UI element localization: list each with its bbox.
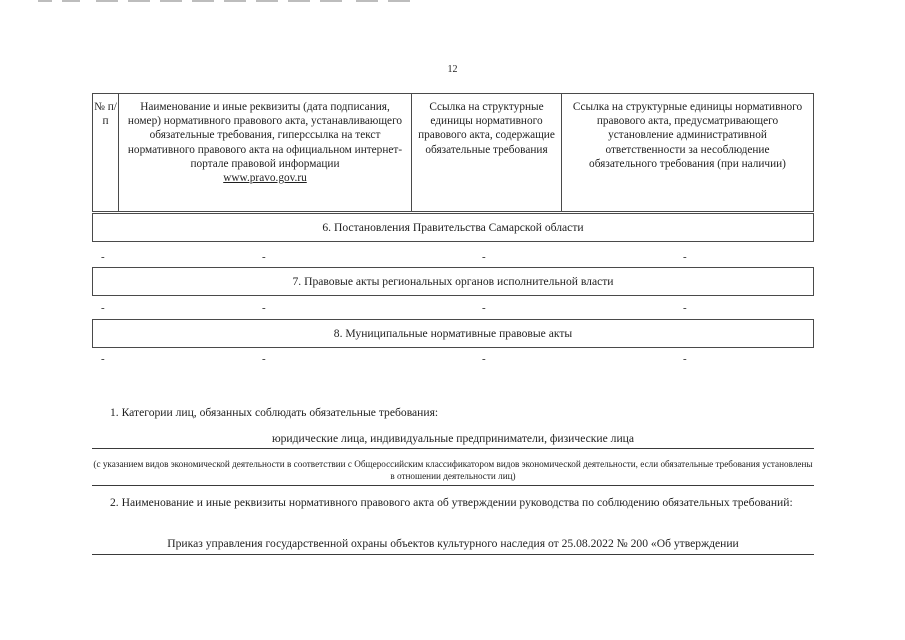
section-row: [92, 267, 814, 296]
table-cell: -: [482, 251, 486, 263]
table-cell: -: [482, 302, 486, 314]
header-cell-number: [93, 94, 118, 211]
header-label: № п/п: [94, 101, 117, 128]
header-label: Ссылка на структурные единицы нормативного правового акта, содержащие обязательные требования: [418, 101, 555, 156]
item-2-text: 2. Наименование и иные реквизиты нормативного правового акта об утверждении руководства по соблюдению обязательных требований:: [110, 496, 793, 509]
table-cell: -: [482, 353, 486, 365]
header-label: Наименование и иные реквизиты (дата подписания, номер) нормативного правового акта, устанавливающего обязательные требования, гиперссылка на текст нормативного правового акта на официальном интернет-портале правовой информации: [127, 101, 403, 170]
item-1-note: (с указанием видов экономической деятельности в соответствии с Общероссийским классификатором видов экономической деятельности, если обязательные требования установлены в отношении деятельности лиц): [93, 459, 813, 481]
divider: [92, 485, 814, 486]
page-number: 12: [447, 64, 458, 75]
divider: [92, 448, 814, 449]
table-cell: -: [101, 251, 105, 263]
header-cell-structural-units: [411, 94, 561, 211]
table-cell: -: [101, 302, 105, 314]
table-cell: -: [683, 353, 687, 365]
header-cell-liability: [561, 94, 813, 211]
header-cell-act-name: [118, 94, 411, 211]
section-title: 8. Муниципальные нормативные правовые акты: [333, 327, 573, 340]
item-1-value: юридические лица, индивидуальные предприниматели, физические лица: [271, 432, 635, 445]
header-label: Ссылка на структурные единицы нормативного правового акта, предусматривающего установление административной ответственности за несоблюдение обязательного требования (при наличии): [572, 101, 803, 170]
item-1-text: 1. Категории лиц, обязанных соблюдать обязательные требования:: [110, 406, 439, 419]
section-title: 6. Постановления Правительства Самарской области: [322, 221, 584, 234]
table-cell: -: [262, 251, 266, 263]
table-cell: -: [262, 353, 266, 365]
table-cell: -: [683, 302, 687, 314]
section-title: 7. Правовые акты региональных органов исполнительной власти: [292, 275, 614, 288]
table-cell: -: [101, 353, 105, 365]
section-row: [92, 319, 814, 348]
table-header-row: [92, 93, 814, 212]
pravo-link[interactable]: www.pravo.gov.ru: [223, 172, 307, 185]
section-row: [92, 213, 814, 242]
item-2-value: Приказ управления государственной охраны объектов культурного наследия от 25.08.2022 № 200 «Об утверждении: [167, 537, 739, 550]
table-cell: -: [262, 302, 266, 314]
divider: [92, 554, 814, 555]
table-cell: -: [683, 251, 687, 263]
